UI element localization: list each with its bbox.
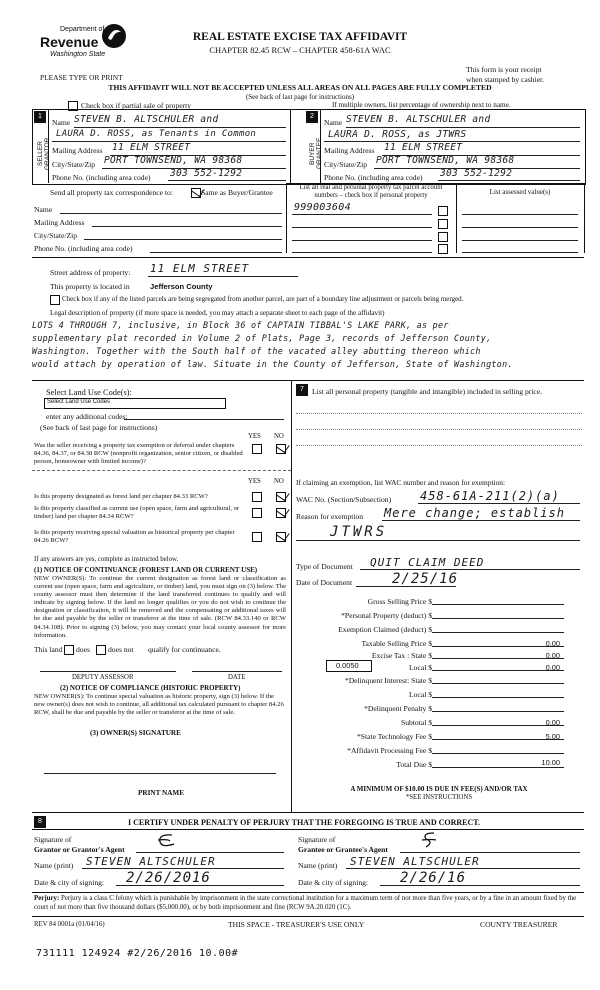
q1-no-checkbox[interactable]	[276, 444, 286, 454]
owner-signature-label: (3) OWNER(S) SIGNATURE	[90, 729, 181, 737]
grantor-name-input[interactable]: STEVEN ALTSCHULER	[86, 855, 216, 868]
document-date-label: Date of Document	[296, 578, 353, 587]
segregated-checkbox[interactable]	[50, 295, 60, 305]
seller-name-input-2[interactable]: LAURA D. ROSS, as Tenants in Common	[56, 129, 257, 139]
corr-name-label: Name	[34, 205, 53, 214]
local-rate-value: 0.0050	[336, 661, 359, 670]
wac-input[interactable]: 458-61A-211(2)(a)	[420, 489, 560, 503]
legal-description-label: Legal description of property (if more space is needed, you may attach a separate sheet to each page of the affidavit)	[50, 309, 385, 317]
subtotal-label: Subtotal $	[400, 718, 432, 727]
tech-fee-label: *State Technology Fee $	[356, 732, 432, 741]
buyer-side-label: BUYER	[309, 142, 316, 165]
assessed-label: List assessed value(s)	[489, 188, 551, 196]
account-4-checkbox[interactable]	[438, 244, 448, 254]
q1-yes-checkbox[interactable]	[252, 444, 262, 454]
delinquent-penalty-label: *Delinquent Penalty $	[364, 704, 432, 713]
grantee-signature-label-2: Grantee or Grantee's Agent	[298, 845, 388, 854]
corr-phone-label: Phone No. (including area code)	[34, 244, 133, 253]
grantee-signature-label: Signature of	[298, 835, 336, 844]
historic-question: Is this property receiving special valuation as historical property per chapter 84.26 RCW?	[34, 529, 235, 545]
does-label: does	[76, 645, 90, 654]
delinquent-state-label: *Delinquent Interest: State $	[344, 676, 432, 685]
seller-phone-label: Phone No. (including area code)	[52, 173, 151, 182]
buyer-city-label: City/State/Zip	[324, 160, 368, 169]
section-7-badge: 7	[296, 384, 308, 396]
revision-label: REV 84 0001a (01/04/16)	[34, 921, 105, 928]
buyer-name-input[interactable]: STEVEN B. ALTSCHULER and	[346, 114, 491, 125]
personal-property-deduct-label: *Personal Property (deduct) $	[341, 611, 432, 620]
logo-line-2: Revenue	[40, 34, 99, 50]
document-date-input[interactable]: 2/25/16	[392, 571, 459, 587]
perjury-notice	[34, 895, 584, 912]
owner-signature-line[interactable]	[44, 773, 276, 774]
logo-line-1: Department of	[60, 26, 105, 33]
gross-price-label: Gross Selling Price $	[367, 597, 432, 606]
yes-header-1: YES	[248, 433, 261, 440]
does-checkbox[interactable]	[64, 645, 74, 655]
treasurer-space-label: THIS SPACE - TREASURER'S USE ONLY	[228, 920, 365, 929]
grantee-date-input[interactable]: 2/26/16	[400, 870, 467, 886]
logo-line-3: Washington State	[50, 51, 106, 58]
see-instructions-note: *SEE INSTRUCTIONS	[405, 794, 473, 801]
excise-state-value: 0.00	[545, 651, 560, 660]
form-title: REAL ESTATE EXCISE TAX AFFIDAVIT	[192, 31, 408, 43]
seller-mailing-label: Mailing Address	[52, 146, 103, 155]
treasurer-stamp: 731111 124924 #2/26/2016 10.00#	[36, 948, 239, 959]
total-due-value: 10.00	[541, 758, 560, 767]
minimum-fee-note: A MINIMUM OF $10.00 IS DUE IN FEE(S) AND/OR TAX	[350, 785, 528, 793]
grantee-name-input[interactable]: STEVEN ALTSCHULER	[350, 855, 480, 868]
correspondence-label: Send all property tax correspondence to:	[50, 188, 173, 197]
excise-state-label: Excise Tax : State $	[371, 651, 432, 660]
buyer-phone-input[interactable]: 303 552-1292	[440, 168, 513, 179]
forest-question: Is this property designated as forest land per chapter 84.33 RCW?	[34, 493, 208, 500]
warning-text: THIS AFFIDAVIT WILL NOT BE ACCEPTED UNLESS ALL AREAS ON ALL PAGES ARE FULLY COMPLETED	[108, 83, 492, 92]
account-2-checkbox[interactable]	[438, 219, 448, 229]
grantor-signature-label-2: Grantor or Grantor's Agent	[34, 845, 125, 854]
buyer-phone-label: Phone No. (including area code)	[324, 173, 423, 182]
delinquent-local-label: Local $	[409, 690, 432, 699]
total-due-label: Total Due $	[396, 760, 432, 769]
local-value: 0.00	[545, 663, 560, 672]
q4-no-checkbox[interactable]	[276, 532, 286, 542]
tech-fee-value: 5.00	[545, 732, 560, 741]
street-address-label: Street address of property:	[50, 268, 131, 277]
legal-description-line-3[interactable]: Washington. Together with the South half of the vacated alley abutting thereon which	[32, 346, 481, 356]
q2-yes-checkbox[interactable]	[252, 492, 262, 502]
segregated-label: Check box if any of the listed parcels are being segregated from another parcel, are part of a boundary line adjustment or parcels being merged.	[62, 295, 464, 303]
notice-1-title: (1) NOTICE OF CONTINUANCE (FOREST LAND OR CURRENT USE)	[34, 566, 258, 574]
this-land-label: This land	[34, 645, 63, 654]
multiple-owners-note: If multiple owners, list percentage of ownership next to name.	[332, 101, 511, 109]
reason-input-2[interactable]: JTWRS	[330, 524, 388, 540]
buyer-mailing-input[interactable]: 11 ELM STREET	[384, 142, 463, 153]
account-1-checkbox[interactable]	[438, 206, 448, 216]
buyer-name-input-2[interactable]: LAURA D. ROSS, as JTWRS	[328, 129, 467, 140]
subtotal-value: 0.00	[545, 718, 560, 727]
land-use-placeholder: Select Land Use Codes	[47, 399, 111, 405]
same-as-buyer-label: Same as Buyer/Grantee	[201, 188, 273, 197]
reason-label: Reason for exemption	[296, 512, 364, 521]
q3-no-checkbox[interactable]	[276, 508, 286, 518]
document-type-input[interactable]: QUIT CLAIM DEED	[370, 556, 485, 569]
account-number-1[interactable]: 999003604	[294, 202, 351, 213]
q3-yes-checkbox[interactable]	[252, 508, 262, 518]
corr-mailing-label: Mailing Address	[34, 218, 85, 227]
section-2-badge: 2	[306, 111, 318, 123]
qualify-label: qualify for continuance.	[148, 645, 221, 654]
if-yes-note: If any answers are yes, complete as instructed below.	[34, 556, 179, 563]
county-treasurer-label: COUNTY TREASURER	[480, 920, 558, 929]
grantor-date-input[interactable]: 2/26/2016	[126, 870, 211, 886]
land-use-label: Select Land Use Code(s):	[46, 388, 132, 397]
instructions-note: (See back of last page for instructions)	[245, 93, 355, 101]
grantor-date-label: Date & city of signing:	[34, 878, 105, 887]
q4-yes-checkbox[interactable]	[252, 532, 262, 542]
same-as-buyer-checkbox[interactable]	[191, 188, 201, 198]
certify-statement: I CERTIFY UNDER PENALTY OF PERJURY THAT THE FOREGOING IS TRUE AND CORRECT.	[128, 818, 481, 827]
additional-codes-label: enter any additional codes:	[46, 412, 128, 421]
corr-city-label: City/State/Zip	[34, 231, 78, 240]
yes-header-2: YES	[248, 478, 261, 485]
document-type-label: Type of Document	[296, 562, 353, 571]
exemption-question: Was the seller receiving a property tax exemption or deferral under chapters 84.36, 84.37, or 84.38 RCW (nonprofit organization, senior citizen, or disabled person, homeowner with limited income)?	[34, 442, 243, 466]
reason-input[interactable]: Mere change; establish	[384, 506, 565, 520]
seller-name-input[interactable]: STEVEN B. ALTSCHULER and	[74, 114, 219, 125]
legal-description-line-4[interactable]: would attach by operation of law. Situate in the County of Jefferson, State of Washington.	[32, 359, 513, 369]
county-value: Jefferson County	[150, 282, 213, 291]
seller-name-label: Name	[52, 118, 71, 127]
perjury-label: Perjury:	[34, 895, 60, 902]
grantor-signature[interactable]	[150, 832, 180, 850]
seller-phone-input[interactable]: 303 552-1292	[170, 168, 243, 179]
receipt-note-2: when stamped by cashier.	[466, 75, 545, 84]
buyer-name-label: Name	[324, 118, 343, 127]
wac-label: WAC No. (Section/Subsection)	[296, 495, 392, 504]
partial-sale-label: Check box if partial sale of property	[81, 101, 192, 110]
grantee-date-label: Date & city of signing:	[298, 878, 369, 887]
land-use-instructions: (See back of last page for instructions)	[40, 423, 158, 432]
seller-mailing-input[interactable]: 11 ELM STREET	[112, 142, 191, 153]
personal-property-label: List all personal property (tangible and intangible) included in selling price.	[312, 387, 543, 396]
accounts-label: List all real and personal property tax parcel account numbers – check box if personal property	[299, 184, 443, 199]
q2-no-checkbox[interactable]	[276, 492, 286, 502]
notice-2-title: (2) NOTICE OF COMPLIANCE (HISTORIC PROPERTY)	[60, 684, 241, 692]
no-header-1: NO	[274, 433, 284, 440]
section-1-badge: 1	[34, 111, 46, 123]
current-use-question: Is this property classified as current use (open space, farm and agricultural, or timber) land per chapter 84.34 RCW?	[34, 505, 240, 521]
section-8-badge: 8	[34, 816, 46, 828]
notice-1-text: NEW OWNER(S): To continue the current designation as forest land or classification as current use (open space, farm and agriculture, or timber) land, you must sign on (3) below. The county assessor must then determine if the land transferred continues to qualify and will indicate by signing below. If the land no longer qualifies or you do not wish to continue the designation or classification, it will be removed and the compensating or additional taxes will be due and payable by the seller or transferor at the time of sale. (RCW 84.33.140 or RCW 84.34.108). Prior to signing (3) below, you may contact your local county assessor for more information.	[34, 575, 286, 639]
buyer-city-input[interactable]: PORT TOWNSEND, WA 98368	[376, 155, 515, 166]
exemption-claim-label: If claiming an exemption, list WAC number and reason for exemption:	[296, 478, 506, 487]
deputy-assessor-label: DEPUTY ASSESSOR	[72, 674, 134, 681]
account-3-checkbox[interactable]	[438, 232, 448, 242]
print-name-label: PRINT NAME	[138, 789, 184, 797]
grantor-name-label: Name (print)	[34, 861, 74, 870]
receipt-note-1: This form is your receipt	[466, 65, 542, 74]
type-print-note: PLEASE TYPE OR PRINT	[40, 73, 123, 82]
grantor-signature-label: Signature of	[34, 835, 72, 844]
street-address-input[interactable]: 11 ELM STREET	[150, 262, 250, 275]
legal-description-line-2[interactable]: supplementary plat recorded in Volume 2 of Plats, Page 3, records of Jefferson County,	[32, 333, 492, 343]
no-header-2: NO	[274, 478, 284, 485]
county-label: This property is located in	[50, 282, 130, 291]
local-label: Local $	[409, 663, 432, 672]
grantee-name-label: Name (print)	[298, 861, 338, 870]
taxable-price-label: Taxable Selling Price $	[361, 639, 432, 648]
perjury-text: Perjury is a class C felony which is punishable by imprisonment in the state correctional institution for a maximum term of not more than five years, or by a fine in an amount fixed by the court of not more than five thousand dollars ($5,000.00), or by both imprisonment and fine (RCW 9A.20.020 (1C).	[34, 895, 577, 911]
exemption-claimed-label: Exemption Claimed (deduct) $	[338, 625, 432, 634]
legal-description-line-1[interactable]: LOTS 4 THROUGH 7, inclusive, in Block 36 of CAPTAIN TIBBAL'S LAKE PARK, as per	[32, 320, 449, 330]
form-subtitle: CHAPTER 82.45 RCW – CHAPTER 458-61A WAC	[209, 45, 391, 55]
notice-2-text: NEW OWNER(S): To continue special valuation as historic property, sign (3) below. If the new owner(s) does not wish to continue, all additional tax calculated pursuant to chapter 84.26 RCW, shall be due and payable by the seller or transferor at the time of sale.	[34, 693, 284, 717]
does-not-checkbox[interactable]	[96, 645, 106, 655]
seller-city-input[interactable]: PORT TOWNSEND, WA 98368	[104, 155, 243, 166]
affidavit-fee-label: *Affidavit Processing Fee $	[347, 746, 432, 755]
taxable-price-value: 0.00	[545, 639, 560, 648]
date-label: DATE	[228, 674, 246, 681]
seller-side-label: SELLER	[37, 141, 44, 166]
does-not-label: does not	[108, 645, 134, 654]
seller-city-label: City/State/Zip	[52, 160, 96, 169]
buyer-mailing-label: Mailing Address	[324, 146, 375, 155]
grantee-signature[interactable]	[414, 830, 444, 850]
